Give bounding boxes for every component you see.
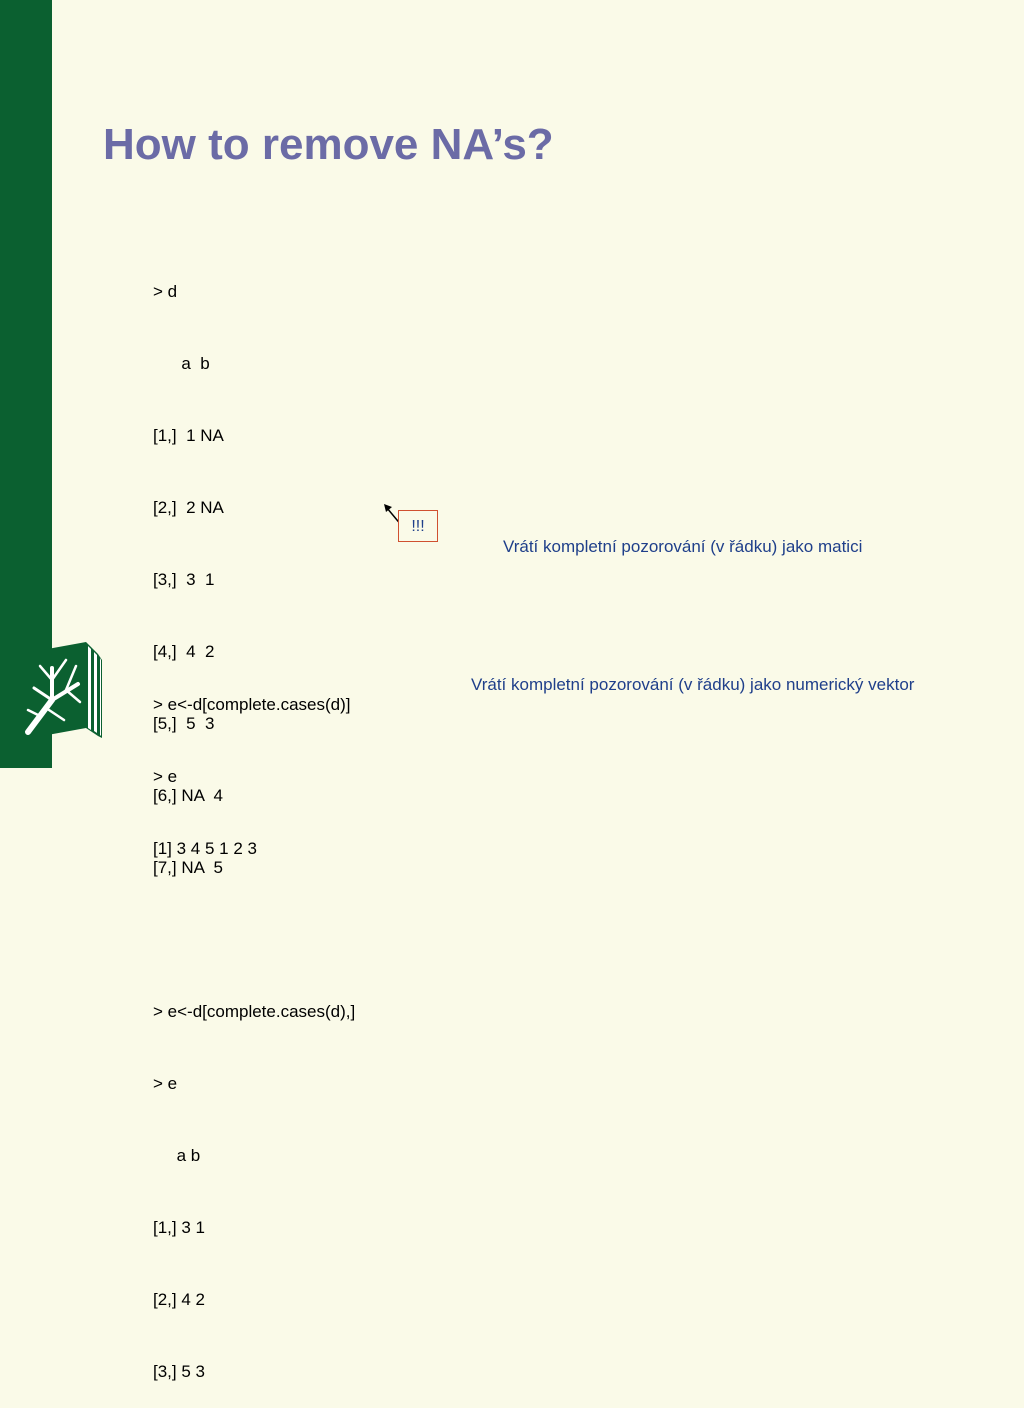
code-line: [1] 3 4 5 1 2 3: [153, 839, 257, 858]
code-line: [1,] 3 1: [153, 1218, 205, 1237]
code-line: > d: [153, 282, 178, 301]
code-line: > e: [153, 767, 178, 786]
slide-title: How to remove NA’s?: [103, 120, 554, 169]
code-line: [5,] 5 3: [153, 714, 215, 733]
note-vector: Vrátí kompletní pozorování (v řádku) jako numerický vektor: [471, 675, 915, 694]
note-matrix: Vrátí kompletní pozorování (v řádku) jako matici: [503, 537, 863, 556]
code-line: > e<-d[complete.cases(d)]: [153, 695, 351, 714]
code-line: [6,] NA 4: [153, 786, 223, 805]
code-line: a b: [153, 354, 210, 373]
code-line: [3,] 3 1: [153, 570, 215, 589]
code-line: > e: [153, 1074, 178, 1093]
code-line: > e<-d[complete.cases(d),]: [153, 1002, 356, 1021]
code-line: [153, 928, 355, 952]
code-line: [4,] 4 2: [153, 642, 215, 661]
code-line: [2,] 2 NA: [153, 498, 224, 517]
code-line: [3,] 5 3: [153, 1362, 205, 1381]
book-tree-logo-icon: [16, 640, 104, 740]
code-line: [1,] 1 NA: [153, 426, 224, 445]
code-line: [7,] NA 5: [153, 858, 223, 877]
code-line: a b: [153, 1146, 201, 1165]
r-console-output-vector: [153, 645, 350, 885]
code-line: [2,] 4 2: [153, 1290, 205, 1309]
emphasis-badge: !!!: [398, 510, 438, 542]
